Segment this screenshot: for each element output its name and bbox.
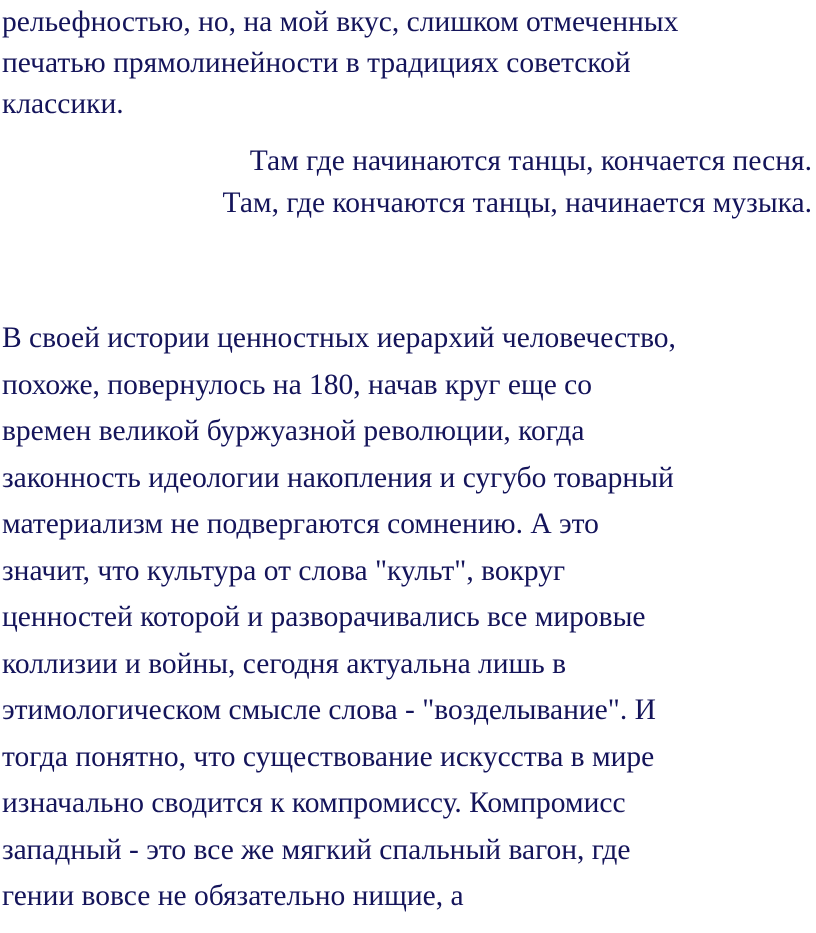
body-line: В своей истории ценностных иерархий человечество, <box>2 322 676 354</box>
body-line: этимологическом смысле слова - "возделывание". И <box>2 694 656 726</box>
intro-line: рельефностью, но, на мой вкус, слишком отмеченных <box>2 6 679 38</box>
body-line: законность идеологии накопления и сугубо товарный <box>2 461 674 494</box>
intro-line: печатью прямолинейности в традициях советской <box>2 47 631 79</box>
body-line: изначально сводится к компромиссу. Компромисс <box>2 787 626 819</box>
epigraph-line: Там, где кончаются танцы, начинается музыка. <box>222 187 812 219</box>
body-line: ценностей которой и разворачивались все мировые <box>2 601 646 633</box>
body-line: материализм не подвергаются сомнению. А это <box>2 508 599 540</box>
body-line: тогда понятно, что существование искусства в мире <box>2 740 655 773</box>
body-line: коллизии и войны, сегодня актуальна лишь в <box>2 647 567 680</box>
body-line: времен великой буржуазной революции, когда <box>2 415 585 447</box>
body-line: значит, что культура от слова "культ", вокруг <box>2 554 566 587</box>
body-line: гении вовсе не обязательно нищие, а <box>2 880 464 912</box>
intro-paragraph <box>2 2 814 125</box>
body-line: западный - это все же мягкий спальный вагон, где <box>2 833 631 866</box>
epigraph <box>223 140 812 224</box>
body-line: похоже, повернулось на 180, начав круг еще со <box>2 368 593 401</box>
intro-line: классики. <box>2 88 124 120</box>
body-paragraph <box>2 315 814 920</box>
epigraph-line: Там где начинаются танцы, кончается песня. <box>249 145 812 177</box>
